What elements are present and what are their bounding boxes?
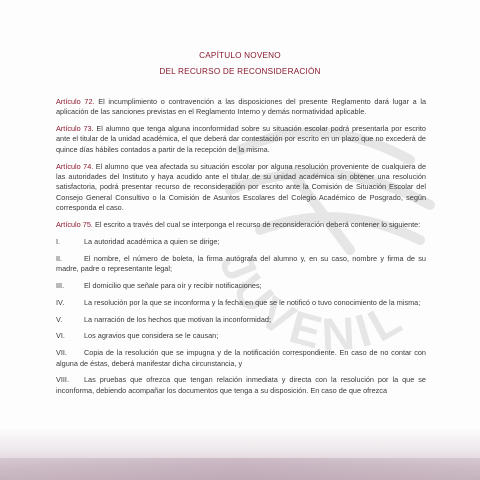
item-text: La autoridad académica a quien se dirige;	[84, 236, 220, 246]
item-text: Copia de la resolución que se impugna y de la notificación correspondiente. En caso de no contar con alguna de éstas, deberá manifestar dicha circunstancia, y	[56, 348, 426, 368]
item-number: V.	[56, 314, 63, 324]
item-number: II.	[56, 253, 63, 263]
article-label: Artículo 73.	[56, 124, 94, 134]
item-number: VIII.	[56, 375, 69, 385]
list-item	[56, 254, 426, 275]
article-text: El alumno que tenga alguna inconformidad sobre su situación escolar podrá presentarla por escrito ante el titular de la unidad académica, el que deberá dar contestación por escrito en un plazo que no excederá de quince días hábiles contados a partir de la recepción de la misma.	[56, 124, 426, 154]
item-number: VII.	[56, 348, 67, 358]
item-number: VI.	[56, 331, 65, 341]
item-text: La resolución por la que se inconforma y la fecha en que se le notificó o tuvo conocimiento de la misma;	[84, 297, 421, 307]
article-text: El escrito a través del cual se interponga el recurso de reconsideración deberá contener lo siguiente:	[92, 219, 421, 229]
article-74	[56, 162, 426, 213]
item-text: Los agravios que considera se le causan;	[84, 331, 219, 341]
article-label: Artículo 75.	[56, 219, 93, 229]
article-label: Artículo 74.	[56, 161, 94, 171]
list-item	[56, 331, 426, 341]
article-75	[56, 220, 426, 230]
article-72	[56, 97, 426, 118]
chapter-title: DEL RECURSO DE RECONSIDERACIÓN	[159, 67, 321, 76]
item-text: El domicilio que señale para oír y recibir notificaciones;	[84, 280, 262, 290]
item-number: IV.	[56, 297, 65, 307]
item-text: El nombre, el número de boleta, la firma autógrafa del alumno y, en su caso, nombre y firma de su madre, padre o representante legal;	[56, 253, 426, 273]
item-number: I.	[56, 236, 61, 246]
item-text: La narración de los hechos que motivan la inconformidad;	[84, 314, 271, 324]
list-item	[56, 237, 426, 247]
footer-band	[0, 428, 480, 480]
article-text: El alumno que vea afectada su situación escolar por alguna resolución proveniente de cualquiera de las autoridades del Instituto y haya acudido ante el titular de su unidad académica sin obtener una resolución satisfactoria, podrá presentar recurso de reconsideración por escrito ante la Comisión de Situación Escolar del Consejo General Consultivo o la Comisión de Asuntos Escolares del Colegio Académico de Posgrado, según corresponda el caso.	[56, 161, 426, 212]
chapter-number: CAPÍTULO NOVENO	[199, 51, 281, 60]
article-text: El incumplimiento o contravención a las disposiciones del presente Reglamento dará lugar a la aplicación de las sanciones previstas en el Reglamento Interno y demás normatividad aplicable.	[56, 97, 427, 117]
list-item	[56, 348, 426, 369]
watermark-textpath: JUVENIL	[209, 244, 415, 361]
article-label: Artículo 72.	[56, 97, 95, 106]
list-item	[56, 298, 426, 308]
article-73	[56, 124, 426, 155]
list-item	[56, 315, 426, 325]
list-item	[56, 375, 426, 396]
item-text: Las pruebas que ofrezca que tengan relación inmediata y directa con la resolución por la que se inconforma, debiendo acompañar los documentos que tenga a su disposición. En caso de que ofrezca	[56, 375, 426, 395]
item-number: III.	[56, 280, 65, 290]
document-body	[56, 97, 426, 403]
list-item	[56, 281, 426, 291]
